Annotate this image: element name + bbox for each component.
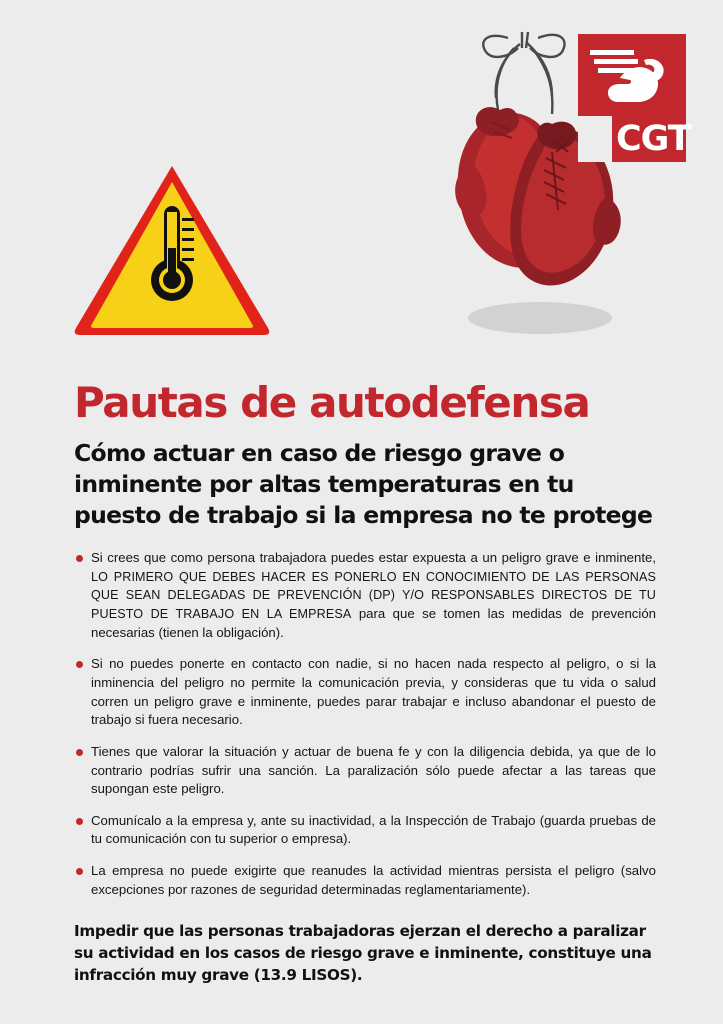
list-item [74,862,656,899]
list-item-text-pre: Tienes que valorar la situación y actuar de buena fe y con la diligencia debida, ya que de lo contrario podrías sufrir una sanción. La paralización sólo puede afectar a las tareas que supongan este peligro. [91,743,656,797]
bullet-dot-icon [76,661,83,668]
list-item-text-pre: Si no puedes ponerte en contacto con nadie, si no hacen nada respecto al peligro, o si la inminencia del peligro no permite la comunicación previa, y consideras que tu vida o salud corren un peligro grave e inminente, puedes parar trabajar e incluso abandonar el puesto de trabajo si fuera necesario. [91,656,656,728]
list-item-text-pre: Comunícalo a la empresa y, ante su inactividad, a la Inspección de Trabajo (guarda pruebas de tu comunicación con tu superior o empresa). [91,812,656,847]
bullet-dot-icon [76,749,83,756]
page-subtitle: Cómo actuar en caso de riesgo grave o inminente por altas temperaturas en tu puesto de trabajo si la empresa no te protege [74,438,653,529]
list-item-text-pre: La empresa no puede exigirte que reanudes la actividad mientras persista el peligro (salvo excepciones por razones de seguridad determinadas reglamentariamente). [91,863,656,897]
bullet-dot-icon [76,868,83,875]
closing-statement: Impedir que las personas trabajadoras ejerzan el derecho a paralizar su actividad en los casos de riesgo grave e inminente, constituye una infracción muy grave (13.9 LISOS). [74,922,652,985]
page-title: Pautas de autodefensa [74,378,590,428]
raised-fist-icon [584,40,680,112]
list-item-text-pre: Si crees que como persona trabajadora puedes estar expuesta a un peligro grave e inminente, [91,550,656,566]
list-item [74,812,656,849]
guidelines-list [74,536,656,912]
bullet-dot-icon [76,555,83,562]
list-item [74,655,656,729]
bullet-dot-icon [76,818,83,825]
logo-notch [578,116,612,162]
heat-warning-triangle-icon [72,160,272,338]
cgt-logo-text: CGT [616,119,691,159]
list-item [74,743,656,799]
list-item-text-caps: LO PRIMERO QUE DEBES HACER ES PONERLO EN CONOCIMIENTO DE LAS PERSONAS QUE SEAN DELEGADAS DE PREVENCIÓN (DP) Y/O RESPONSABLES DIRECTOS DE TU PUESTO DE TRABAJO EN LA EMPRESA [91,569,656,621]
list-item [74,549,656,642]
cgt-logo [578,34,691,162]
list-item-text-post: para que se tomen las medidas de prevención necesarias (tienen la obligación). [91,605,656,640]
